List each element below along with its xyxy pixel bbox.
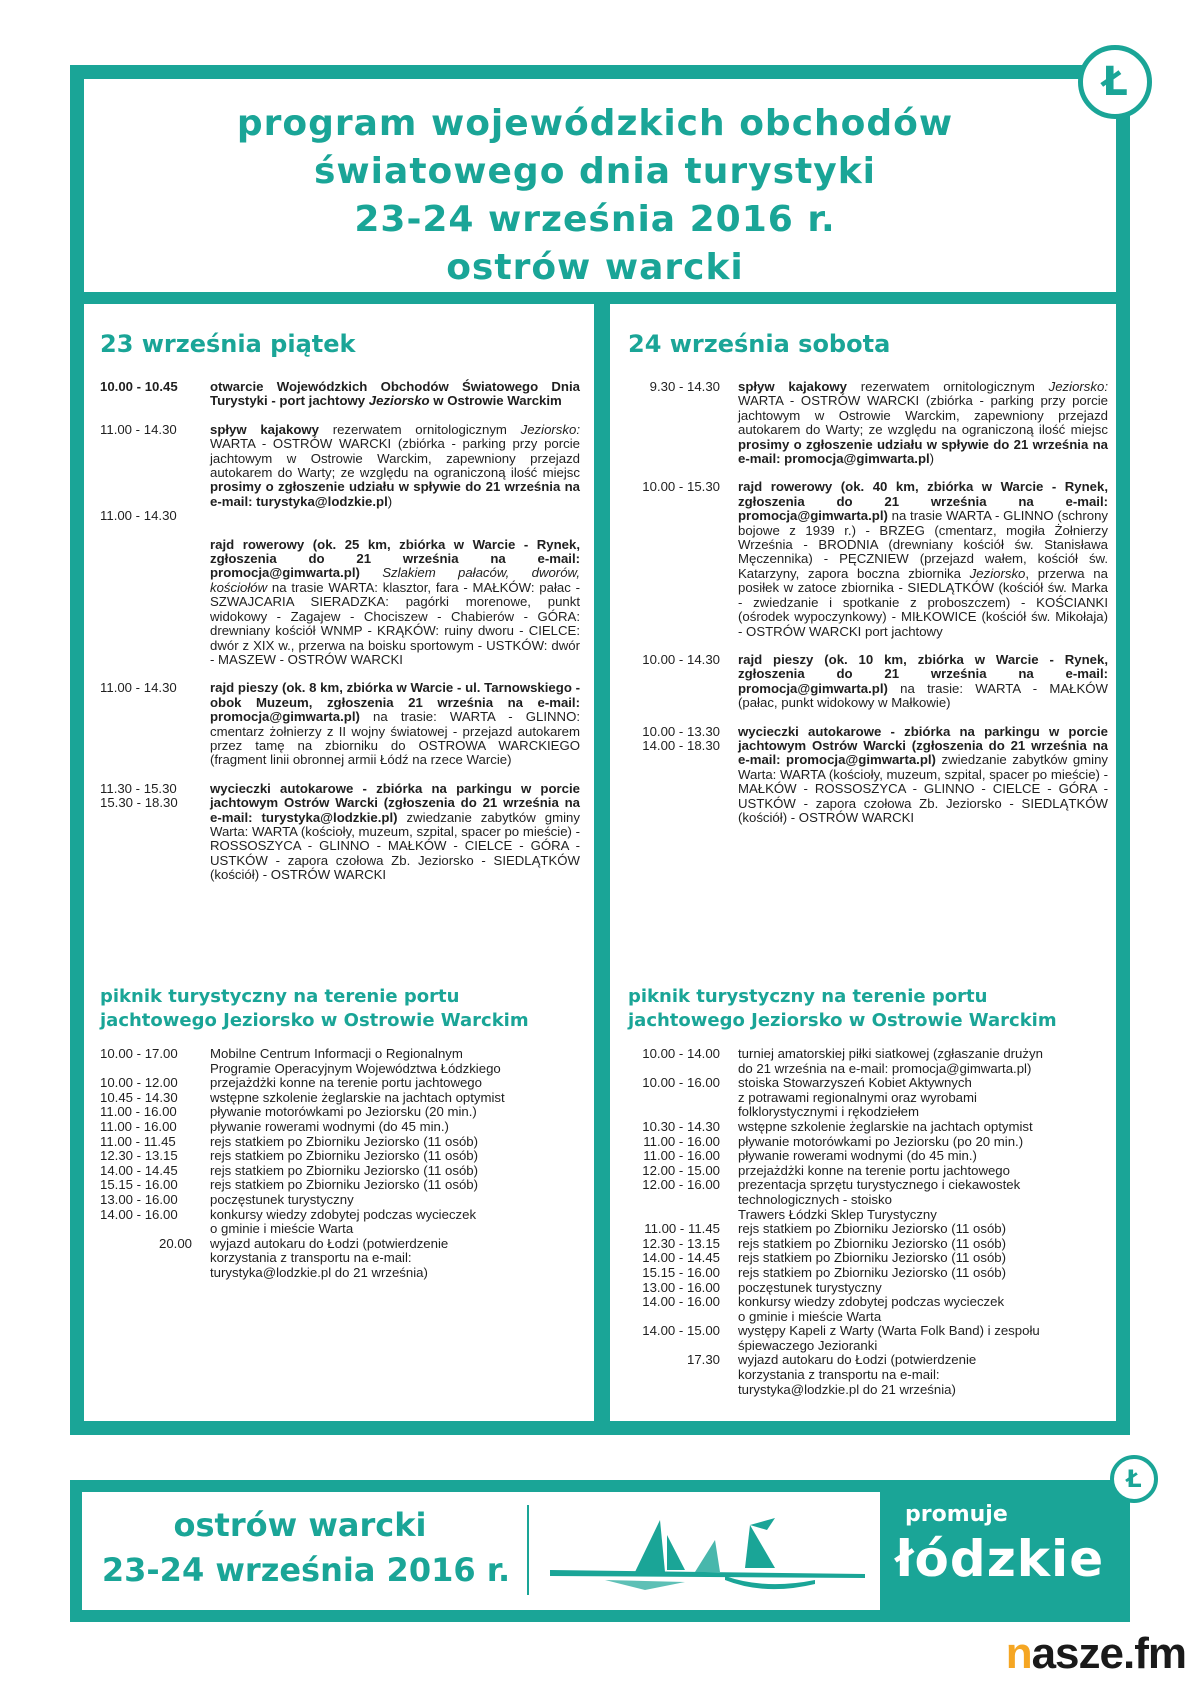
promo-small-text: promuje [905,1502,1008,1527]
picnic-text: pływanie rowerami wodnymi (do 45 min.) [210,1118,449,1134]
friday-entry [100,681,580,767]
picnic-time: 17.30 [686,1352,720,1368]
picnic-row [628,1208,1108,1223]
picnic-heading-right: piknik turystyczny na terenie portu jachtowego Jeziorsko w Ostrowie Warckim [628,986,1057,1031]
entry-time: 10.00 - 13.30 14.00 - 18.30 [642,723,720,753]
picnic-time [628,1368,738,1383]
picnic-time: 11.00 - 16.00 [100,1118,177,1134]
picnic-row [100,1120,580,1135]
picnic-text: Trawers Łódzki Sklep Turystyczny [738,1206,937,1222]
picnic-text: rejs statkiem po Zbiorniku Jeziorsko (11 osób) [738,1235,1007,1251]
entry-description: spływ kajakowy rezerwatem ornitologicznym Jeziorsko: WARTA - OSTRÓW WARCKI (zbiórka - parking przy porcie jachtowym w Ostrowie Warckim, zapewniony przejazd autokarem do Warty; ze względu na ograniczoną ilość miejsc prosimy o zgłoszenie udziału w spływie do 21 września na e-mail: turystyka@lodzkie.pl) [210,421,580,509]
picnic-row [100,1251,580,1266]
friday-entry [100,380,580,409]
picnic-text: rejs statkiem po Zbiorniku Jeziorsko (11 osób) [738,1221,1007,1237]
picnic-text: stoiska Stowarzyszeń Kobiet Aktywnych [738,1075,972,1091]
picnic-time: 20.00 [158,1235,192,1251]
picnic-row [100,1105,580,1120]
picnic-heading-left: piknik turystyczny na terenie portu jachtowego Jeziorsko w Ostrowie Warckim [100,986,529,1031]
picnic-row [628,1105,1108,1120]
picnic-row [628,1062,1108,1077]
picnic-time [628,1062,738,1077]
entry-description: rajd rowerowy (ok. 40 km, zbiórka w Warcie - Rynek, zgłoszenia do 21 września na e-mail: promocja@gimwarta.pl) na trasie WARTA - GLINNO (schrony bojowe z 1939 r.) - BRZEG (cmentarz, mogiła Żołnierzy Września - BRODNIA (drewniany kościół św. Stanisława Męczennika) - PĘCZNIEW (przejazd wałem, kościół św. Katarzyny, zapora boczna zbiornika Jeziorsko, przerwa na posiłek w zatoce zbiornika - SIEDLĄTKÓW (kościół św. Marka - zwiedzanie i spotkanie z proboszczem) - KOŚCIANKI (ośrodek wypoczynkowy) - MIŁKOWICE (kościół św. Mikołaja) - OSTRÓW WARCKI port jachtowy [738,479,1108,639]
saturday-entry [628,725,1108,826]
picnic-row [628,1047,1108,1062]
picnic-text: turystyka@lodzkie.pl do 21 września) [738,1381,956,1397]
entry-time: 11.00 - 14.30 11.00 - 14.30 [100,421,177,524]
column-divider [594,300,610,1430]
picnic-text: konkursy wiedzy zdobytej podczas wycieczek [210,1206,477,1222]
picnic-time [628,1091,738,1106]
picnic-text: pływanie rowerami wodnymi (do 45 min.) [738,1148,977,1164]
picnic-time [100,1251,210,1266]
title-line-2: światowego dnia turystyki [314,151,876,192]
picnic-time: 11.00 - 11.45 [100,1133,176,1149]
logo-glyph-small: Ł [1126,1465,1142,1493]
picnic-time: 12.00 - 15.00 [642,1162,720,1178]
picnic-text: do 21 września na e-mail: promocja@gimwarta.pl) [738,1060,1032,1076]
entry-description: rajd pieszy (ok. 8 km, zbiórka w Warcie - ul. Tarnowskiego - obok Muzeum, zgłoszenia 21 września na e-mail: promocja@gimwarta.pl) na trasie: WARTA - GLINNO: cmentarz żołnierzy z II wojny światowej - przejazd autokarem przez tamę na zbiorniku do OSTROWA WARCKIEGO (fragment linii obronnej armii Łódź na rzece Warcie) [210,680,580,768]
picnic-text: Programie Operacyjnym Województwa Łódzkiego [210,1060,501,1076]
picnic-text: śpiewaczego Jezioranki [738,1337,878,1353]
picnic-time: 15.15 - 16.00 [100,1177,178,1193]
picnic-time: 12.00 - 16.00 [642,1177,720,1193]
picnic-row [628,1091,1108,1106]
picnic-time [628,1339,738,1354]
picnic-time: 13.00 - 16.00 [100,1191,178,1207]
picnic-time [628,1193,738,1208]
picnic-row [100,1149,580,1164]
picnic-text: rejs statkiem po Zbiorniku Jeziorsko (11 osób) [210,1148,479,1164]
picnic-time: 15.15 - 16.00 [642,1264,720,1280]
picnic-text: rejs statkiem po Zbiorniku Jeziorsko (11 osób) [210,1177,479,1193]
picnic-row [628,1076,1108,1091]
picnic-row [628,1135,1108,1150]
picnic-text: rejs statkiem po Zbiorniku Jeziorsko (11 osób) [210,1133,479,1149]
saturday-column [628,330,1108,839]
picnic-text: wstępne szkolenie żeglarskie na jachtach optymist [738,1118,1033,1134]
picnic-time: 12.30 - 13.15 [642,1235,720,1251]
picnic-time: 11.00 - 16.00 [100,1104,177,1120]
friday-entry [100,423,580,524]
picnic-time: 13.00 - 16.00 [642,1279,720,1295]
entry-time: 10.00 - 15.30 [642,479,720,495]
entry-description: otwarcie Wojewódzkich Obchodów Światowego Dnia Turystyki - port jachtowy Jeziorsko w Ostrowie Warckim [210,379,580,409]
entry-time: 9.30 - 14.30 [649,379,720,394]
picnic-text: folklorystycznymi i rękodziełem [738,1104,920,1120]
title-line-1: program wojewódzkich obchodów [236,103,954,144]
picnic-text: przejażdżki konne na terenie portu jachtowego [210,1075,482,1091]
picnic-row [100,1208,580,1223]
picnic-row [100,1135,580,1150]
picnic-time: 11.00 - 11.45 [644,1221,720,1237]
promo-big-text: łódzkie [895,1530,1105,1588]
picnic-time [628,1105,738,1120]
saturday-entry [628,480,1108,638]
banner-separator [527,1505,529,1595]
picnic-text: rejs statkiem po Zbiorniku Jeziorsko (11 osób) [738,1250,1007,1266]
picnic-time: 10.00 - 14.00 [642,1046,720,1061]
entry-description: rajd rowerowy (ok. 25 km, zbiórka w Warcie - Rynek, zgłoszenia do 21 września na e-mail: promocja@gimwarta.pl) Szlakiem pałaców, dworów, kościołów na trasie WARTA: klasztor, fara - MAŁKÓW: pałac - SZWAJCARIA SIERADZKA: pagórki morenowe, punkt widokowy - Zagajew - Chociszew - Chabierów - GÓRA: drewniany kościół WNMP - KRĄKÓW: ruiny dworu - CIELCE: dwór z XIX w., przerwa na boisku sportowym - USTKÓW: dwór - MASZEW - OSTRÓW WARCKI [210,536,580,667]
picnic-text: technologicznych - stoisko [738,1191,892,1207]
picnic-time: 14.00 - 16.00 [100,1206,178,1222]
picnic-row [100,1062,580,1077]
entry-description: wycieczki autokarowe - zbiórka na parkingu w porcie jachtowym Ostrów Warcki (zgłoszenia do 21 września na e-mail: promocja@gimwarta.pl) zwiedzanie zabytków gminy Warta: WARTA (kościoły, muzeum, szpital, spacer po mieście) - MAŁKÓW - ROSSOSZYCA - GLINNO - CIELCE - GÓRA - USTKÓW - zapora czołowa Zb. Jeziorsko - SIEDLĄTKÓW (kościół) - OSTRÓW WARCKI [738,723,1108,825]
picnic-text: Mobilne Centrum Informacji o Regionalnym [210,1046,463,1061]
picnic-time [628,1310,738,1325]
picnic-text: pływanie motorówkami po Jeziorsku (20 min.) [210,1104,477,1120]
picnic-text: poczęstunek turystyczny [738,1279,882,1295]
sailboat-icon [545,1510,875,1600]
picnic-row [628,1266,1108,1281]
entry-time: 10.00 - 10.45 [100,379,178,394]
picnic-text: pływanie motorówkami po Jeziorsku (po 20 min.) [738,1133,1024,1149]
picnic-time: 10.00 - 17.00 [100,1046,178,1061]
banner-date: 23-24 września 2016 r. [101,1551,511,1589]
picnic-text: wyjazd autokaru do Łodzi (potwierdzenie [738,1352,977,1368]
picnic-text: korzystania z transportu na e-mail: [738,1367,940,1383]
picnic-text: przejażdżki konne na terenie portu jachtowego [738,1162,1010,1178]
watermark-logo [1006,1629,1186,1679]
picnic-time [628,1383,738,1398]
picnic-row [100,1193,580,1208]
picnic-text: turniej amatorskiej piłki siatkowej (zgłaszanie drużyn [738,1046,1043,1061]
picnic-row [628,1193,1108,1208]
entry-time: 11.00 - 14.30 [100,680,177,696]
picnic-list-right [628,1047,1108,1397]
picnic-text: występy Kapeli z Warty (Warta Folk Band) i zespołu [738,1323,1040,1339]
picnic-list-left [100,1047,580,1281]
picnic-row [628,1339,1108,1354]
entry-description: wycieczki autokarowe - zbiórka na parkingu w porcie jachtowym Ostrów Warcki (zgłoszenia do 21 września na e-mail: turystyka@lodzkie.pl) zwiedzanie zabytków gminy Warta: WARTA (kościoły, muzeum, szpital, spacer po mieście) - ROSSOSZYCA - GLINNO - MAŁKÓW - CIELCE - GÓRA - USTKÓW - zapora czołowa Zb. Jeziorsko - SIEDLĄTKÓW (kościół) - OSTRÓW WARCKI [210,780,580,883]
picnic-time [100,1266,210,1281]
picnic-row [628,1353,1108,1368]
picnic-row [100,1266,580,1281]
saturday-entry [628,653,1108,711]
picnic-time: 11.00 - 16.00 [643,1148,720,1164]
picnic-row [100,1178,580,1193]
entry-time: 10.00 - 14.30 [642,651,720,667]
picnic-row [628,1324,1108,1339]
picnic-row [628,1383,1108,1398]
page-title [90,100,1100,292]
picnic-row [100,1237,580,1252]
picnic-time [628,1208,738,1223]
picnic-text: o gminie i mieście Warta [210,1221,354,1237]
picnic-text: prezentacja sprzętu turystycznego i ciekawostek [738,1177,1021,1193]
picnic-time: 10.30 - 14.30 [642,1118,720,1134]
picnic-text: z potrawami regionalnymi oraz wyrobami [738,1089,977,1105]
picnic-time [100,1062,210,1077]
title-line-3: 23-24 września 2016 r. [354,199,836,240]
picnic-text: rejs statkiem po Zbiorniku Jeziorsko (11 osób) [210,1162,479,1178]
picnic-text: o gminie i mieście Warta [738,1308,882,1324]
picnic-time: 14.00 - 14.45 [642,1250,720,1266]
picnic-row [100,1222,580,1237]
picnic-text: konkursy wiedzy zdobytej podczas wycieczek [738,1294,1005,1310]
picnic-text: wstępne szkolenie żeglarskie na jachtach optymist [210,1089,505,1105]
picnic-row [628,1237,1108,1252]
friday-column [100,330,580,897]
picnic-row [628,1222,1108,1237]
picnic-time: 11.00 - 16.00 [643,1133,720,1149]
picnic-row [628,1164,1108,1179]
picnic-row [628,1310,1108,1325]
friday-entry [100,782,580,883]
picnic-time [100,1222,210,1237]
picnic-row [100,1091,580,1106]
logo-glyph: Ł [1102,59,1128,105]
picnic-time: 10.00 - 16.00 [642,1075,720,1091]
entry-description: rajd pieszy (ok. 10 km, zbiórka w Warcie - Rynek, zgłoszenia do 21 września na e-mail: promocja@gimwarta.pl) na trasie: WARTA - MAŁKÓW (pałac, punkt widokowy w Małkowie) [738,651,1108,711]
picnic-row [628,1120,1108,1135]
picnic-time: 14.00 - 16.00 [642,1294,720,1310]
watermark-first-letter: n [1005,1629,1032,1678]
picnic-row [628,1295,1108,1310]
entry-time: 11.30 - 15.30 15.30 - 18.30 [100,780,178,811]
saturday-entries [628,380,1108,825]
title-line-4: ostrów warcki [446,247,744,288]
entry-description: spływ kajakowy rezerwatem ornitologicznym Jeziorsko: WARTA - OSTRÓW WARCKI (zbiórka - parking przy porcie jachtowym w Ostrowie Warckim, zapewniony przejazd autokarem do Warty; ze względu na ograniczoną ilość miejsc prosimy o zgłoszenie udziału w spływie do 21 września na e-mail: promocja@gimwarta.pl) [738,379,1108,467]
picnic-time: 14.00 - 15.00 [642,1323,720,1339]
picnic-row [100,1047,580,1062]
picnic-time: 12.30 - 13.15 [100,1148,178,1164]
picnic-text: korzystania z transportu na e-mail: [210,1250,412,1266]
friday-entries [100,380,580,883]
picnic-time: 14.00 - 14.45 [100,1162,178,1178]
saturday-heading: 24 września sobota [628,330,891,358]
friday-entry [100,538,580,668]
picnic-row [628,1251,1108,1266]
picnic-row [628,1149,1108,1164]
saturday-entry [628,380,1108,466]
picnic-row [628,1178,1108,1193]
picnic-text: wyjazd autokaru do Łodzi (potwierdzenie [210,1235,449,1251]
watermark-rest: asze.fm [1031,1629,1186,1678]
picnic-text: poczęstunek turystyczny [210,1191,354,1207]
picnic-row [628,1281,1108,1296]
picnic-text: turystyka@lodzkie.pl do 21 września) [210,1264,428,1280]
picnic-time: 10.00 - 12.00 [100,1075,178,1091]
picnic-time: 10.45 - 14.30 [100,1089,178,1105]
picnic-text: rejs statkiem po Zbiorniku Jeziorsko (11 osób) [738,1264,1007,1280]
picnic-row [628,1368,1108,1383]
banner-city: ostrów warcki [173,1506,427,1544]
picnic-row [100,1164,580,1179]
entry-time [100,538,210,668]
picnic-row [100,1076,580,1091]
friday-heading: 23 września piątek [100,330,356,358]
